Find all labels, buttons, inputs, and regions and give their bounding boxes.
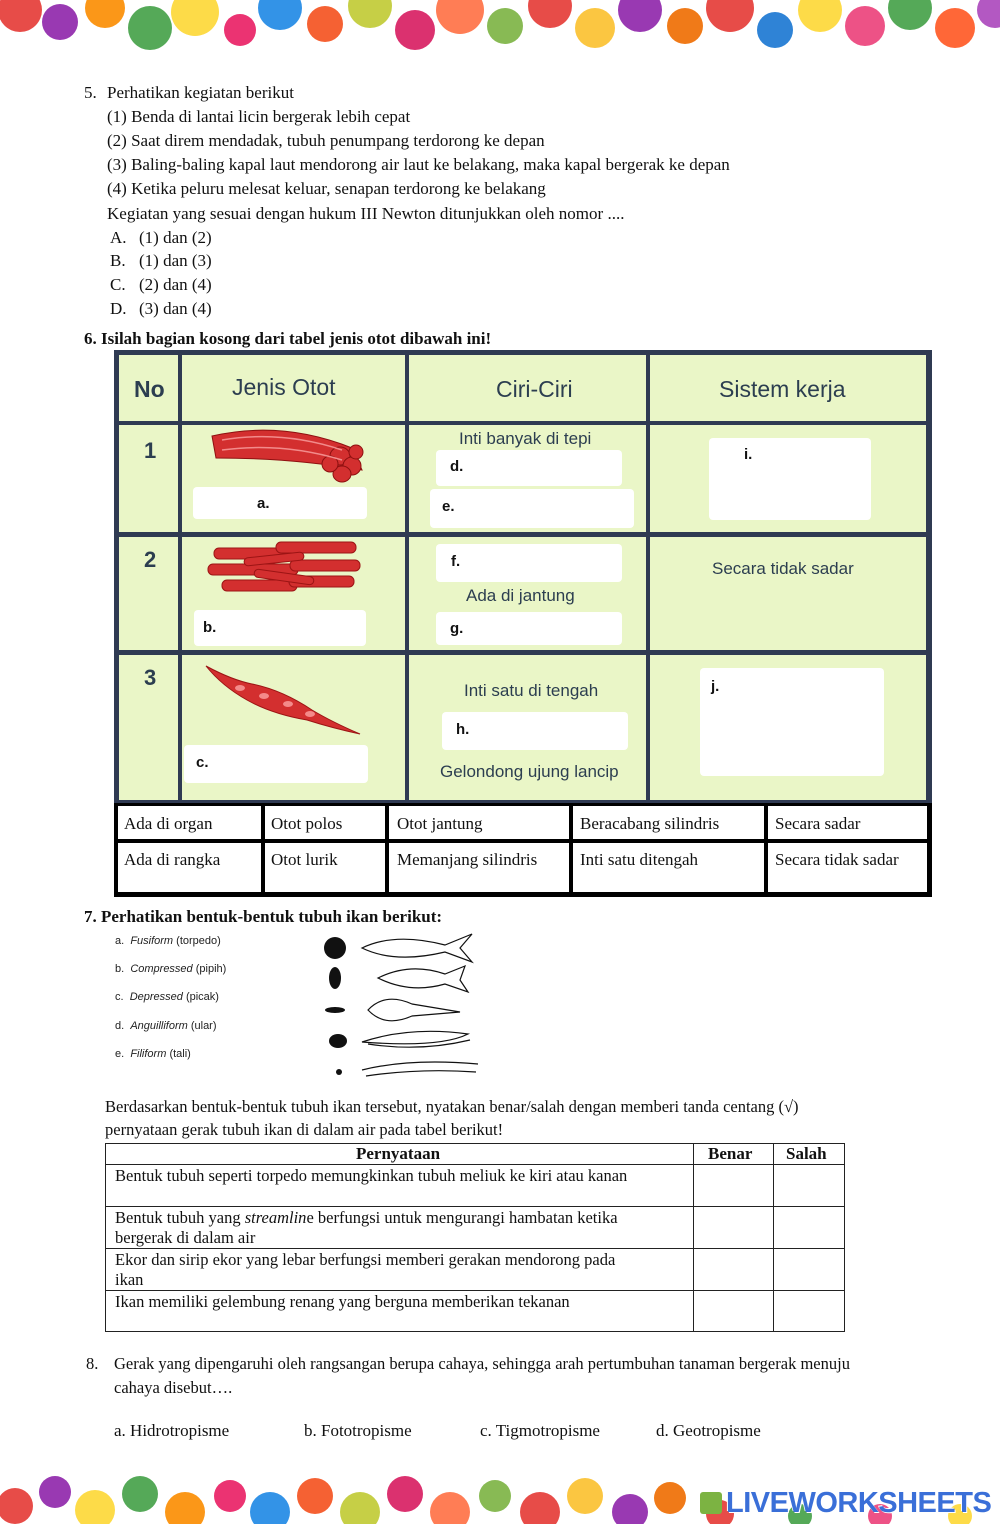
q8-option-a[interactable]: a. Hidrotropisme [114, 1421, 230, 1440]
row-2-trait-text: Ada di jantung [466, 586, 575, 605]
fish-type-a: a. Fusiform (torpedo) [115, 935, 221, 947]
answer-box-a[interactable] [193, 487, 367, 519]
bank-item[interactable]: Otot jantung [397, 814, 483, 833]
q8-option-c[interactable]: c. Tigmotropisme [480, 1421, 600, 1440]
q5-question: Kegiatan yang sesuai dengan hukum III Newton ditunjukkan oleh nomor .... [107, 204, 625, 223]
q5-option-a-letter: A. [110, 228, 127, 247]
answer-label-a: a. [257, 495, 270, 512]
salah-check-2[interactable] [774, 1207, 844, 1248]
answer-box-d[interactable] [436, 450, 622, 486]
header-no: No [134, 376, 165, 402]
benar-check-3[interactable] [694, 1249, 773, 1290]
fish-type-e: e. Filiform (tali) [115, 1048, 191, 1060]
bank-item[interactable]: Otot lurik [271, 850, 338, 869]
statement-2: Bentuk tubuh yang streamline berfungsi untuk mengurangi hambatan ketika bergerak di dalam air [115, 1208, 618, 1247]
fish-type-d: d. Anguilliform (ular) [115, 1020, 217, 1032]
logo-icon [700, 1492, 722, 1514]
smooth-muscle-image [202, 662, 362, 742]
bank-item[interactable]: Secara tidak sadar [775, 850, 899, 869]
header-jenis-otot: Jenis Otot [232, 374, 336, 400]
answer-box-c[interactable] [184, 745, 368, 783]
header-sistem-kerja: Sistem kerja [719, 376, 846, 402]
q8-option-d[interactable]: d. Geotropisme [656, 1421, 761, 1440]
q5-option-b-letter: B. [110, 251, 126, 270]
q5-item-4: (4) Ketika peluru melesat keluar, senapan terdorong ke belakang [107, 179, 546, 198]
statement-1: Bentuk tubuh seperti torpedo memungkinkan tubuh meliuk ke kiri atau kanan [115, 1166, 628, 1185]
top-decorative-border [0, 0, 1000, 62]
answer-label-c: c. [196, 754, 209, 771]
statement-table [105, 1143, 845, 1332]
bank-item[interactable]: Otot polos [271, 814, 343, 833]
word-bank-table [114, 803, 932, 897]
liveworksheets-logo: LIVEWORKSHEETS [700, 1487, 991, 1520]
bank-item[interactable]: Ada di rangka [124, 850, 221, 869]
salah-header: Salah [786, 1144, 827, 1163]
q7-title: 7. Perhatikan bentuk-bentuk tubuh ikan berikut: [84, 907, 443, 926]
bank-item[interactable]: Ada di organ [124, 814, 213, 833]
q5-item-3: (3) Baling-baling kapal laut mendorong air laut ke belakang, maka kapal bergerak ke depan [107, 155, 730, 174]
q8-line-2: cahaya disebut…. [114, 1378, 233, 1397]
benar-header: Benar [708, 1144, 753, 1163]
statement-4: Ikan memiliki gelembung renang yang berguna memberikan tekanan [115, 1292, 570, 1311]
q5-option-c[interactable]: (2) dan (4) [139, 275, 212, 294]
answer-box-e[interactable] [430, 489, 634, 528]
fish-type-b: b. Compressed (pipih) [115, 963, 227, 975]
row-1-number: 1 [144, 438, 157, 463]
row-3-number: 3 [144, 665, 157, 690]
answer-label-g: g. [450, 620, 464, 637]
answer-box-i[interactable] [709, 438, 871, 520]
answer-label-e: e. [442, 498, 455, 515]
header-ciri-ciri: Ciri-Ciri [496, 376, 573, 402]
salah-check-4[interactable] [774, 1291, 844, 1331]
bank-item[interactable]: Secara sadar [775, 814, 861, 833]
answer-box-g[interactable] [436, 612, 622, 645]
benar-check-1[interactable] [694, 1165, 773, 1206]
q7-instruction-2: pernyataan gerak tubuh ikan di dalam air pada tabel berikut! [105, 1120, 504, 1139]
bank-item[interactable]: Memanjang silindris [397, 850, 538, 869]
salah-check-3[interactable] [774, 1249, 844, 1290]
answer-label-h: h. [456, 721, 470, 738]
fish-type-c: c. Depressed (picak) [115, 991, 219, 1003]
muscle-type-table [114, 350, 932, 804]
row-3-trait-text: Inti satu di tengah [464, 681, 599, 700]
q8-number: 8. [86, 1354, 99, 1373]
answer-label-d: d. [450, 458, 464, 475]
answer-box-b[interactable] [194, 610, 366, 646]
q5-option-b[interactable]: (1) dan (3) [139, 251, 212, 270]
answer-label-b: b. [203, 619, 217, 636]
benar-check-2[interactable] [694, 1207, 773, 1248]
answer-box-h[interactable] [442, 712, 628, 750]
answer-box-f[interactable] [436, 544, 622, 582]
q5-prompt: Perhatikan kegiatan berikut [107, 83, 294, 102]
q5-item-2: (2) Saat direm mendadak, tubuh penumpang terdorong ke depan [107, 131, 545, 150]
fish-body-shapes-image [300, 930, 485, 1080]
q5-number: 5. [84, 83, 97, 102]
q7-instruction-1: Berdasarkan bentuk-bentuk tubuh ikan tersebut, nyatakan benar/salah dengan memberi tanda centang (√) [105, 1097, 799, 1116]
answer-label-i: i. [744, 446, 753, 463]
cardiac-muscle-image [204, 540, 374, 602]
answer-box-j[interactable] [700, 668, 884, 776]
statement-header: Pernyataan [356, 1144, 441, 1163]
row-2-system-text: Secara tidak sadar [712, 559, 854, 578]
salah-check-1[interactable] [774, 1165, 844, 1206]
answer-label-f: f. [451, 553, 461, 570]
benar-check-4[interactable] [694, 1291, 773, 1331]
row-2-number: 2 [144, 547, 157, 572]
q8-option-b[interactable]: b. Fototropisme [304, 1421, 412, 1440]
q6-title: 6. Isilah bagian kosong dari tabel jenis otot dibawah ini! [84, 329, 492, 348]
q5-option-d[interactable]: (3) dan (4) [139, 299, 212, 318]
q5-option-a[interactable]: (1) dan (2) [139, 228, 212, 247]
row-3-trait-text-2: Gelondong ujung lancip [440, 762, 619, 781]
bank-item[interactable]: Beracabang silindris [580, 814, 720, 833]
q8-line-1: Gerak yang dipengaruhi oleh rangsangan berupa cahaya, sehingga arah pertumbuhan tanaman bergerak menuju [114, 1354, 850, 1373]
skeletal-muscle-image [202, 418, 372, 493]
statement-3: Ekor dan sirip ekor yang lebar berfungsi memberi gerakan mendorong pada ikan [115, 1250, 616, 1289]
q5-option-c-letter: C. [110, 275, 126, 294]
answer-label-j: j. [711, 678, 720, 695]
q5-option-d-letter: D. [110, 299, 127, 318]
q5-item-1: (1) Benda di lantai licin bergerak lebih cepat [107, 107, 411, 126]
row-1-trait-text: Inti banyak di tepi [459, 429, 592, 448]
bank-item[interactable]: Inti satu ditengah [580, 850, 699, 869]
